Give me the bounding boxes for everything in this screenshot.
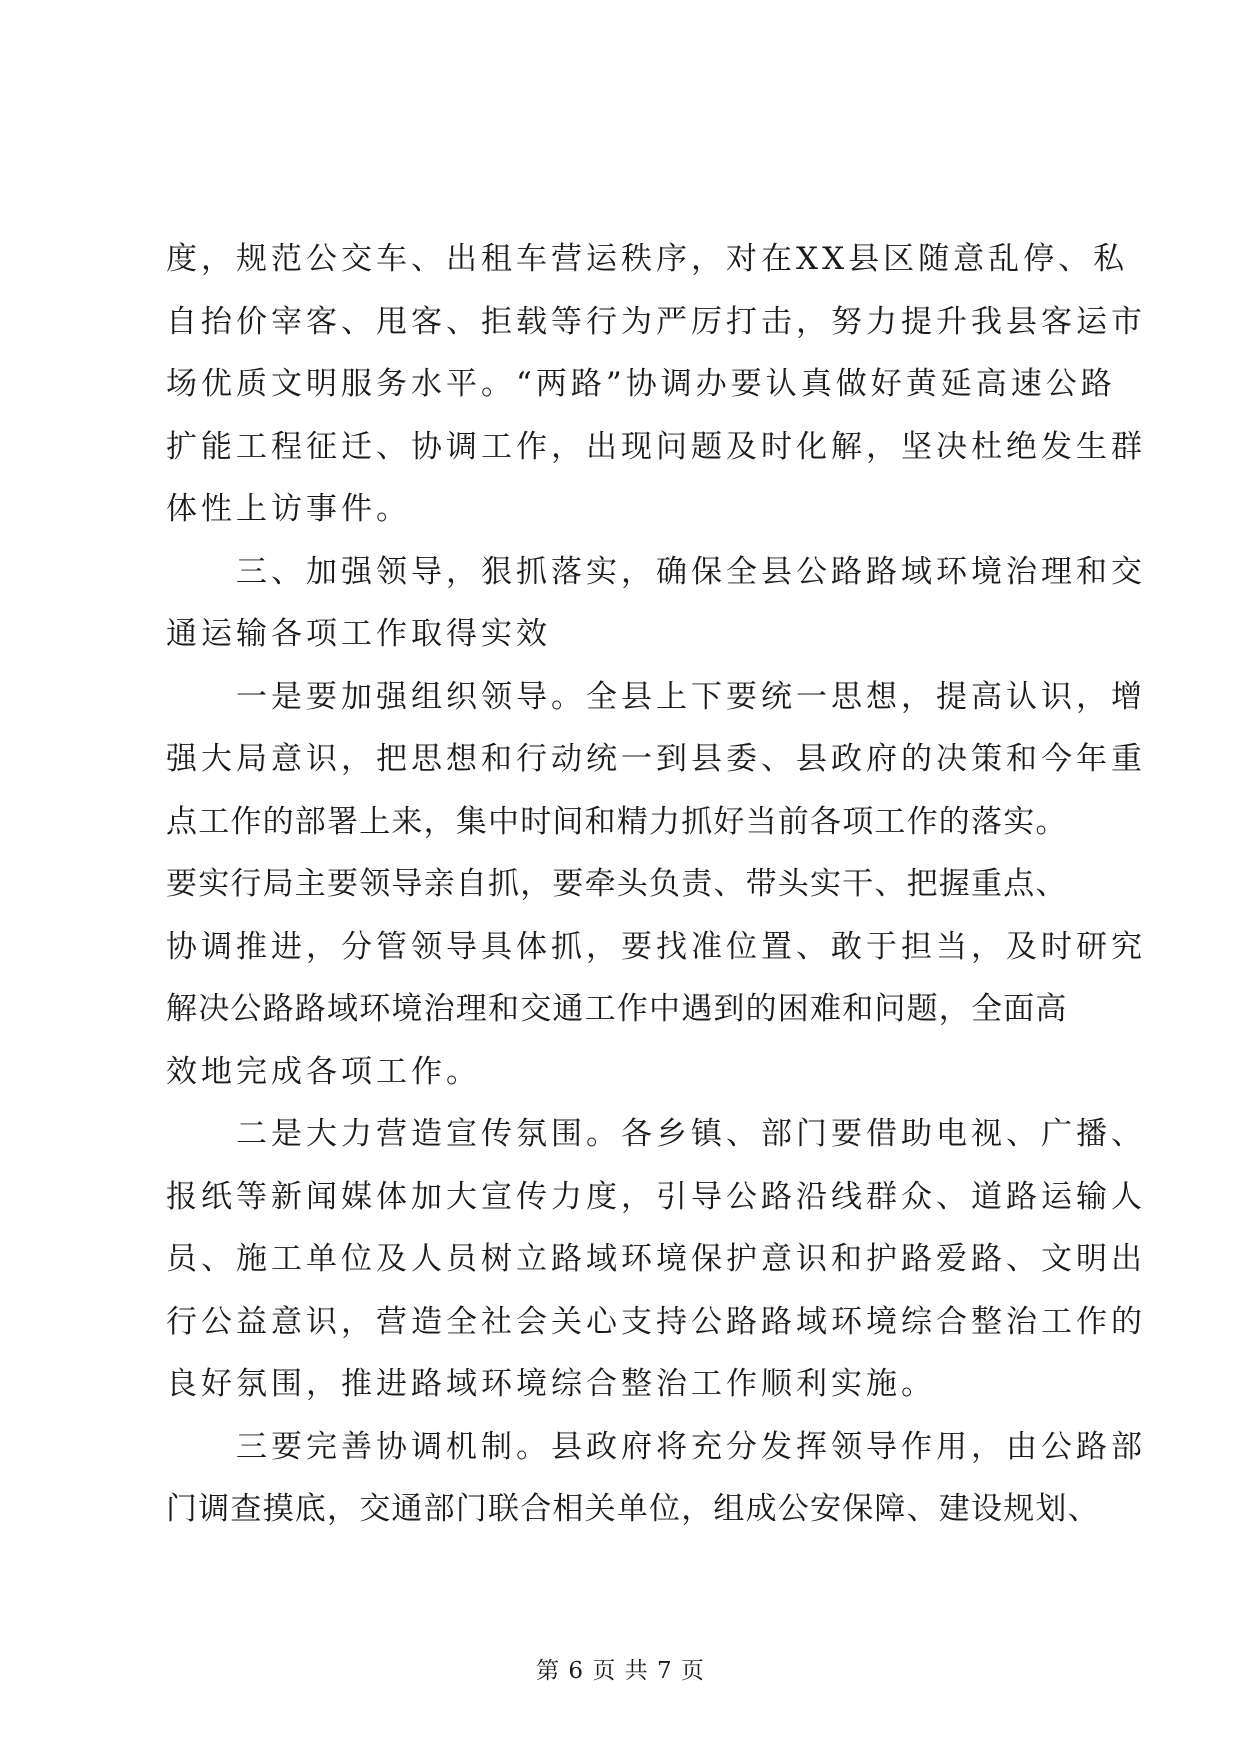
text-line: 强大局意识，把思想和行动统一到县委、县政府的决策和今年重 <box>166 741 1146 777</box>
text-line: 点工作的部署上来，集中时间和精力抓好当前各项工作的落实。 <box>166 803 1068 840</box>
text-line: 体性上访事件。 <box>166 491 411 527</box>
document-body <box>166 228 1146 1541</box>
text-line: 一是要加强组织领导。全县上下要统一思想，提高认识，增 <box>236 678 1146 715</box>
text-line: 协调推进，分管领导具体抓，要找准位置、敢于担当，及时研究 <box>166 928 1146 965</box>
page-footer: 第 6 页 共 7 页 <box>536 1658 705 1684</box>
text-line: 三、加强领导，狠抓落实，确保全县公路路域环境治理和交 <box>236 553 1146 590</box>
text-line: 扩能工程征迁、协调工作，出现问题及时化解，坚决杜绝发生群 <box>166 428 1146 465</box>
text-line: 行公益意识，营造全社会关心支持公路路域环境综合整治工作的 <box>166 1303 1146 1340</box>
text-line: 通运输各项工作取得实效 <box>166 616 551 652</box>
text-line: 三要完善协调机制。县政府将充分发挥领导作用，由公路部 <box>236 1428 1146 1465</box>
text-line: 门调查摸底，交通部门联合相关单位，组成公安保障、建设规划、 <box>166 1491 1100 1527</box>
text-line: 度，规范公交车、出租车营运秩序，对在XX县区随意乱停、私 <box>166 241 1129 277</box>
text-line: 解决公路路域环境治理和交通工作中遇到的困难和问题，全面高 <box>166 991 1068 1027</box>
text-line: 报纸等新闻媒体加大宣传力度，引导公路沿线群众、道路运输人 <box>166 1178 1146 1215</box>
text-line: 良好氛围，推进路域环境综合整治工作顺利实施。 <box>166 1366 936 1402</box>
text-line: 二是大力营造宣传氛围。各乡镇、部门要借助电视、广播、 <box>236 1116 1146 1152</box>
text-line: 自抬价宰客、甩客、拒载等行为严厉打击，努力提升我县客运市 <box>166 303 1146 340</box>
text-line: 效地完成各项工作。 <box>166 1053 481 1090</box>
text-line: 要实行局主要领导亲自抓，要牵头负责、带头实干、把握重点、 <box>166 866 1068 902</box>
text-line: 场优质文明服务水平。“两路”协调办要认真做好黄延高速公路 <box>166 366 1116 402</box>
text-line: 员、施工单位及人员树立路域环境保护意识和护路爱路、文明出 <box>166 1241 1146 1277</box>
